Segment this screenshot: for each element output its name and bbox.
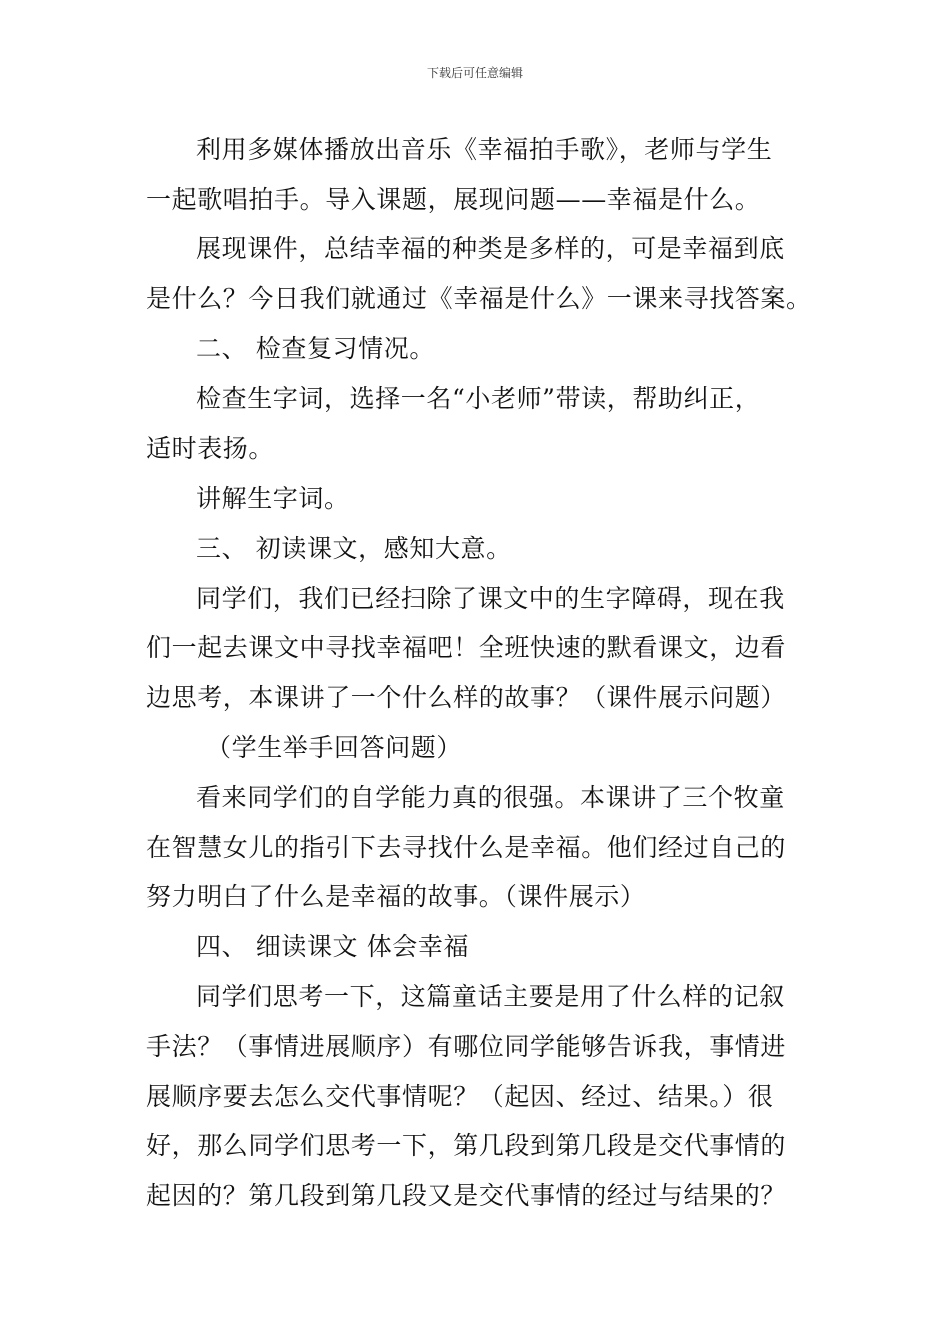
- page-header: 下载后可任意编辑: [426, 66, 523, 80]
- text-line: 是什么？今日我们就通过《幸福是什么》一课来寻找答案。: [146, 284, 812, 313]
- text-line: 讲解生字词。: [196, 484, 350, 513]
- section-heading: 二、 检查复习情况。: [196, 334, 435, 363]
- text-line: 在智慧女儿的指引下去寻找什么是幸福。他们经过自己的: [146, 833, 787, 862]
- text-line: 们一起去课文中寻找幸福吧！全班快速的默看课文，边看: [146, 633, 787, 662]
- text-line: 一起歌唱拍手。导入课题，展现问题——幸福是什么。: [146, 185, 761, 214]
- text-line: 同学们思考一下，这篇童话主要是用了什么样的记叙: [196, 982, 785, 1011]
- text-line: 同学们，我们已经扫除了课文中的生字障碍，现在我: [196, 584, 785, 613]
- text-line: 边思考，本课讲了一个什么样的故事？（课件展示问题）: [146, 683, 787, 712]
- text-line: 利用多媒体播放出音乐《幸福拍手歌》，老师与学生: [196, 135, 773, 164]
- text-line: 手法？（事情进展顺序）有哪位同学能够告诉我，事情进: [146, 1032, 787, 1061]
- text-line: （学生举手回答问题）: [206, 733, 463, 762]
- section-heading: 三、 初读课文，感知大意。: [196, 534, 512, 563]
- text-line: 检查生字词，选择一名“小老师”带读，帮助纠正，: [196, 384, 761, 413]
- text-line: 努力明白了什么是幸福的故事。（课件展示）: [146, 882, 646, 911]
- text-line: 适时表扬。: [146, 434, 275, 463]
- text-line: 起因的？第几段到第几段又是交代事情的经过与结果的？: [146, 1181, 787, 1210]
- text-line: 展顺序要去怎么交代事情呢？（起因、经过、结果。）很: [146, 1082, 774, 1111]
- text-line: 好，那么同学们思考一下，第几段到第几段是交代事情的: [146, 1131, 787, 1160]
- text-line: 看来同学们的自学能力真的很强。本课讲了三个牧童: [196, 783, 785, 812]
- text-line: 展现课件，总结幸福的种类是多样的，可是幸福到底: [196, 234, 785, 263]
- section-heading: 四、 细读课文 体会幸福: [196, 932, 470, 961]
